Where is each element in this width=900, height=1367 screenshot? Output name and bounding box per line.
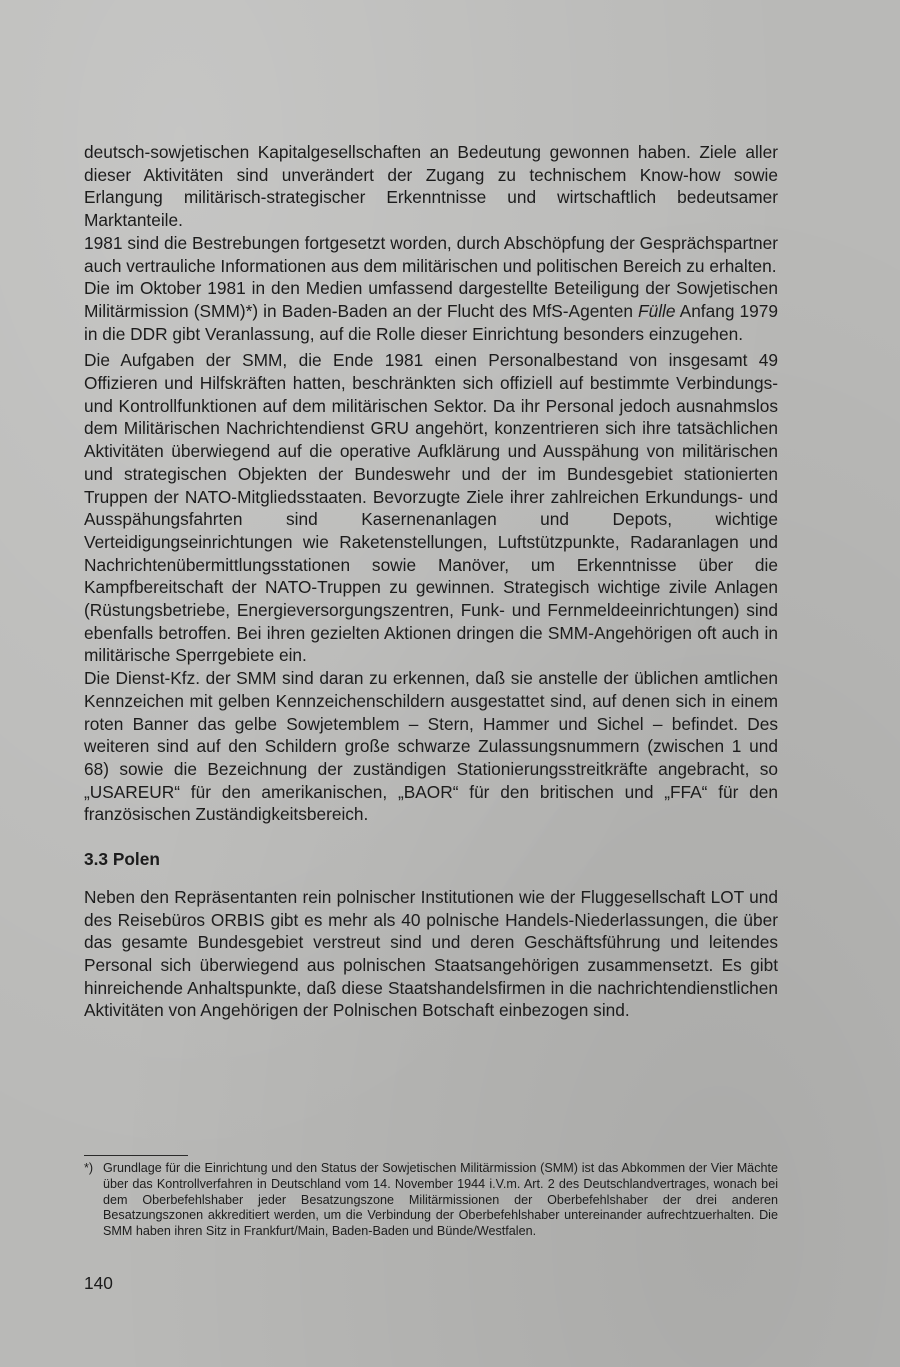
paragraph (84, 277, 778, 345)
paragraph (84, 141, 778, 232)
section-number: 3.3 (84, 849, 109, 870)
footnote-area (84, 1155, 778, 1240)
paragraph (84, 886, 778, 1022)
footnote-text: Grundlage für die Einrichtung und den Status der Sowjetischen Militärmission (SMM) ist das Abkommen der Vier Mächte über das Kontrollverfahren in Deutschland vom 14. November 1944 i.V.m. Art. 2 des Deutschlandvertrages, wonach bei dem Oberbefehlshaber jeder Besatzungszone Militärmissionen der Oberbefehlshaber der drei anderen Besatzungszonen akkreditiert werden, um die Verbindung der Oberbefehlshaber untereinander aufrechtzuerhalten. Die SMM haben ihren Sitz in Frankfurt/Main, Baden-Baden und Bünde/Westfalen. (103, 1161, 778, 1239)
section-heading (84, 848, 778, 871)
footnote-marker: *) (84, 1161, 94, 1175)
section-title: Polen (112, 849, 160, 870)
paragraph-text: Die Aufgaben der SMM, die Ende 1981 einen Personalbestand von insgesamt 49 Offizieren und Hilfskräften hatten, beschränkten sich offiziell auf bestimmte Verbindungs- und Kontrollfunktionen auf dem militärischen Sektor. Da ihr Personal jedoch ausnahmslos dem Militärischen Nachrichtendienst GRU angehört, konzentrieren sich ihre tatsächlichen Aktivitäten überwiegend auf die operative Aufklärung und Ausspähung von militärischen und strategischen Objekten der Bundeswehr und der im Bundesgebiet stationierten Truppen der NATO-Mitgliedsstaaten. Bevorzugte Ziele ihrer zahlreichen Erkundungs- und Ausspähungsfahrten sind Kasernenanlagen und Depots, wichtige Verteidigungseinrichtungen wie Raketenstellungen, Luftstützpunkte, Radaranlagen und Nachrichtenübermittlungsstationen sowie Manöver, um Erkenntnisse über die Kampfbereitschaft der NATO-Truppen zu gewinnen. Strategisch wichtige zivile Anlagen (Rüstungsbetriebe, Energieversorgungszentren, Funk- und Fernmeldeeinrichtungen) sind ebenfalls betroffen. Bei ihren gezielten Aktionen dringen die SMM-Angehörigen oft auch in militärische Sperrgebiete ein. (84, 350, 778, 666)
paragraph-text: Die Dienst-Kfz. der SMM sind daran zu erkennen, daß sie anstelle der üblichen amtlichen Kennzeichen mit gelben Kennzeichenschildern ausgestattet sind, auf denen sich in einem roten Banner das gelbe Sowjetemblem – Stern, Hammer und Sichel – befindet. Des weiteren sind auf den Schildern große schwarze Zulassungsnummern (zwischen 1 und 68) sowie die Bezeichnung der zuständigen Stationierungsstreitkräfte angebracht, so „USAREUR“ für den amerikanischen, „BAOR“ für den britischen und „FFA“ für den französischen Zuständigkeitsbereich. (84, 668, 778, 825)
agent-name: Fülle (638, 300, 676, 321)
paragraph-text: Die im Oktober 1981 in den Medien umfassend dargestellte Beteiligung der Sowjetischen Militärmission (SMM)*) in Baden-Baden an der Flucht des MfS-Agenten (84, 278, 778, 321)
footnote (84, 1161, 778, 1240)
paragraph (84, 349, 778, 667)
main-text (84, 141, 778, 1022)
paragraph-text: 1981 sind die Bestrebungen fortgesetzt worden, durch Abschöpfung der Gesprächspartner auch vertrauliche Informationen aus dem militärischen und politischen Bereich zu erhalten. (84, 232, 778, 276)
footnote-divider (84, 1155, 188, 1156)
page-number: 140 (84, 1273, 113, 1293)
paragraph-text: Neben den Repräsentanten rein polnischer Institutionen wie der Fluggesellschaft LOT und des Reisebüros ORBIS gibt es mehr als 40 polnische Handels-Niederlassungen, die über das gesamte Bundesgebiet verstreut sind und deren Geschäftsführung und leitendes Personal sich überwiegend aus polnischen Staatsangehörigen zusammensetzt. Es gibt hinreichende Anhaltspunkte, daß diese Staatshandelsfirmen in die nachrichtendienstlichen Aktivitäten von Angehörigen der Polnischen Botschaft einbezogen sind. (84, 886, 778, 1021)
paragraph (84, 232, 778, 277)
paragraph-text: deutsch-sowjetischen Kapitalgesellschaften an Bedeutung gewonnen haben. Ziele aller dieser Aktivitäten sind unverändert der Zugang zu technischem Know-how sowie Erlangung militärisch-strategischer Erkenntnisse und wirtschaftlich bedeutsamer Marktanteile. (84, 142, 778, 231)
paragraph (84, 667, 778, 826)
paragraph-text: Anfang 1979 in die DDR gibt Veranlassung, auf die Rolle dieser Einrichtung besonders einzugehen. (84, 300, 778, 344)
